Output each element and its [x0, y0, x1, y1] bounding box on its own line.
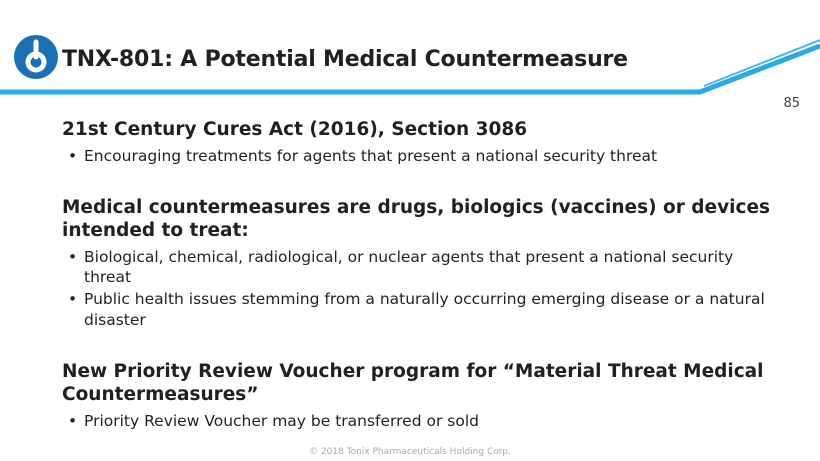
spacer	[62, 168, 774, 196]
bullet-dot-icon: •	[68, 146, 78, 165]
list-item-text: Priority Review Voucher may be transferred or sold	[84, 412, 479, 431]
page-number: 85	[783, 96, 800, 111]
bullet-dot-icon: •	[68, 248, 78, 267]
list-item-text: Public health issues stemming from a naturally occurring emerging disease or a natural disaster	[84, 290, 765, 329]
spacer	[62, 332, 774, 360]
slide-header	[0, 0, 820, 111]
list-item-text: Biological, chemical, radiological, or nuclear agents that present a national security threat	[84, 248, 734, 287]
section-2	[62, 196, 774, 330]
tonix-logo-icon	[12, 33, 60, 81]
list-item	[62, 146, 774, 166]
slide-body	[62, 118, 774, 433]
section-2-bullets	[62, 247, 774, 330]
copyright-footer: © 2018 Tonix Pharmaceuticals Holding Corp.	[308, 447, 512, 457]
section-1-bullets	[62, 146, 774, 166]
section-1-heading: 21st Century Cures Act (2016), Section 3086	[62, 119, 528, 140]
section-1	[62, 118, 774, 166]
bullet-dot-icon: •	[68, 290, 78, 309]
list-item-text: Encouraging treatments for agents that present a national security threat	[84, 146, 658, 165]
section-2-heading: Medical countermeasures are drugs, biologics (vaccines) or devices intended to treat:	[62, 196, 771, 242]
bullet-dot-icon: •	[68, 412, 78, 431]
section-3	[62, 360, 774, 431]
section-3-bullets	[62, 411, 774, 431]
section-3-heading: New Priority Review Voucher program for “Material Threat Medical Countermeasures”	[62, 360, 764, 406]
page-title: TNX-801: A Potential Medical Countermeasure	[62, 47, 628, 72]
list-item	[62, 411, 774, 431]
list-item	[62, 247, 774, 287]
list-item	[62, 289, 774, 329]
